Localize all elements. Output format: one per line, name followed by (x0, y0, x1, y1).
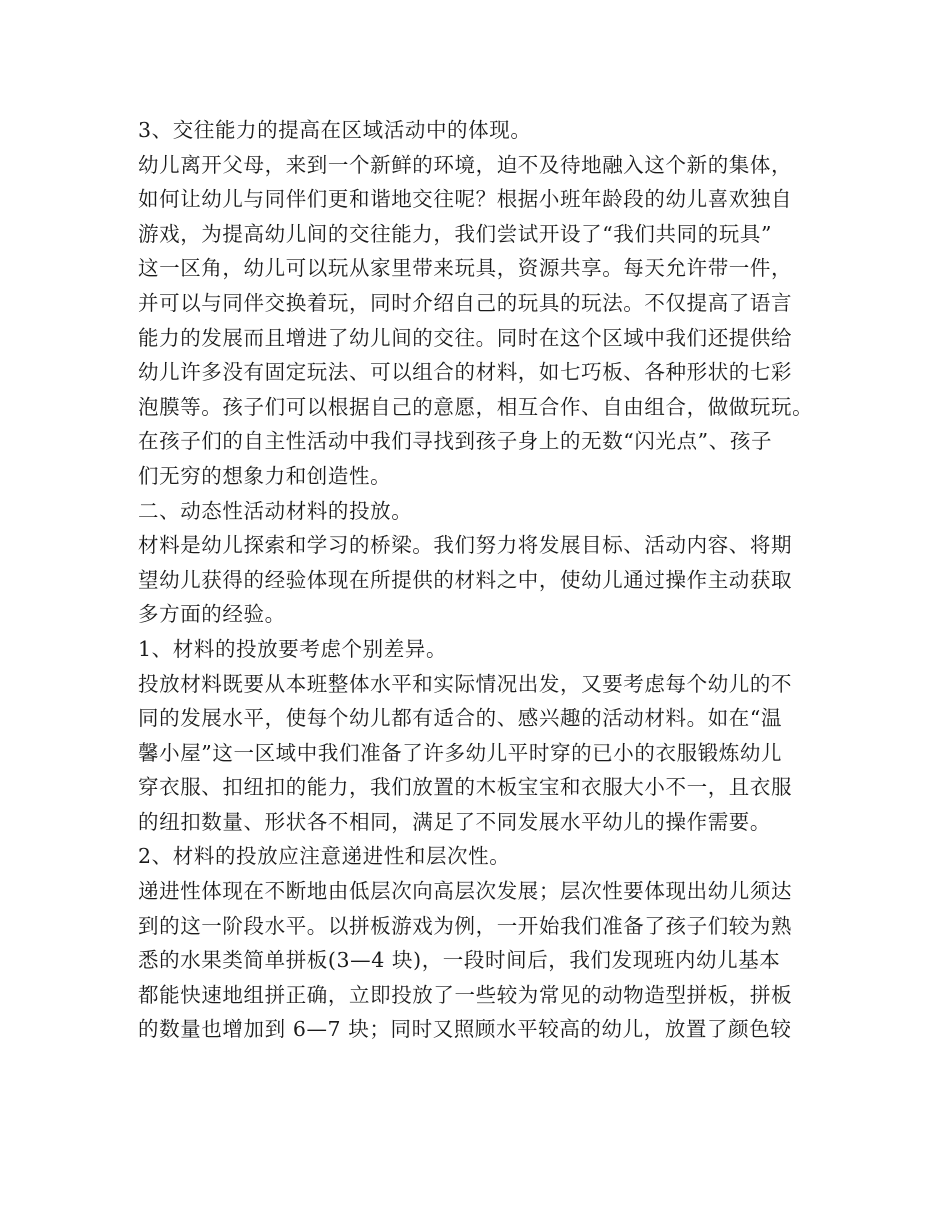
text-line: 的纽扣数量、形状各不相同，满足了不同发展水平幼儿的操作需要。 (138, 809, 771, 834)
text-line: 馨小屋”这一区域中我们准备了许多幼儿平时穿的已小的衣服锻炼幼儿 (138, 740, 783, 765)
text-line: 们无穷的想象力和创造性。 (138, 463, 392, 488)
text-line: 材料是幼儿探索和学习的桥梁。我们努力将发展目标、活动内容、将期 (138, 533, 793, 558)
section-heading: 二、动态性活动材料的投放。 (138, 498, 413, 523)
text-line: 到的这一阶段水平。以拼板游戏为例，一开始我们准备了孩子们较为熟 (138, 913, 793, 938)
text-line: 望幼儿获得的经验体现在所提供的材料之中，使幼儿通过操作主动获取 (138, 567, 793, 592)
text-line: 幼儿离开父母，来到一个新鲜的环境，迫不及待地融入这个新的集体， (138, 152, 793, 177)
text-line: 同的发展水平，使每个幼儿都有适合的、感兴趣的活动材料。如在“温 (138, 706, 783, 731)
text-line: 能力的发展而且增进了幼儿间的交往。同时在这个区域中我们还提供给 (138, 325, 793, 350)
text-line: 在孩子们的自主性活动中我们寻找到孩子身上的无数“闪光点”、孩子 (138, 429, 773, 454)
text-line: 的数量也增加到 6—7 块；同时又照顾水平较高的幼儿，放置了颜色较 (138, 1017, 792, 1042)
text-line: 泡膜等。孩子们可以根据自己的意愿，相互合作、自由组合，做做玩玩。 (138, 394, 814, 419)
text-line: 这一区角，幼儿可以玩从家里带来玩具，资源共享。每天允许带一件， (138, 256, 793, 281)
text-line: 如何让幼儿与同伴们更和谐地交往呢？根据小班年龄段的幼儿喜欢独自 (138, 187, 793, 212)
subsection-heading: 2、材料的投放应注意递进性和层次性。 (138, 844, 511, 869)
text-line: 并可以与同伴交换着玩，同时介绍自己的玩具的玩法。不仅提高了语言 (138, 290, 793, 315)
body-text (138, 113, 828, 1047)
text-line: 投放材料既要从本班整体水平和实际情况出发，又要考虑每个幼儿的不 (138, 671, 793, 696)
text-line: 悉的水果类简单拼板(3—4 块)，一段时间后，我们发现班内幼儿基本 (138, 948, 781, 973)
text-line: 都能快速地组拼正确，立即投放了一些较为常见的动物造型拼板，拼板 (138, 982, 793, 1007)
text-line: 递进性体现在不断地由低层次向高层次发展；层次性要体现出幼儿须达 (138, 879, 793, 904)
text-line: 游戏，为提高幼儿间的交往能力，我们尝试开设了“我们共同的玩具” (138, 221, 773, 246)
text-line: 穿衣服、扣纽扣的能力，我们放置的木板宝宝和衣服大小不一，且衣服 (138, 775, 793, 800)
text-line: 幼儿许多没有固定玩法、可以组合的材料，如七巧板、各种形状的七彩 (138, 360, 793, 385)
subsection-heading: 1、材料的投放要考虑个别差异。 (138, 636, 448, 661)
text-line: 多方面的经验。 (138, 602, 286, 627)
text-line: 3、交往能力的提高在区域活动中的体现。 (138, 118, 532, 142)
